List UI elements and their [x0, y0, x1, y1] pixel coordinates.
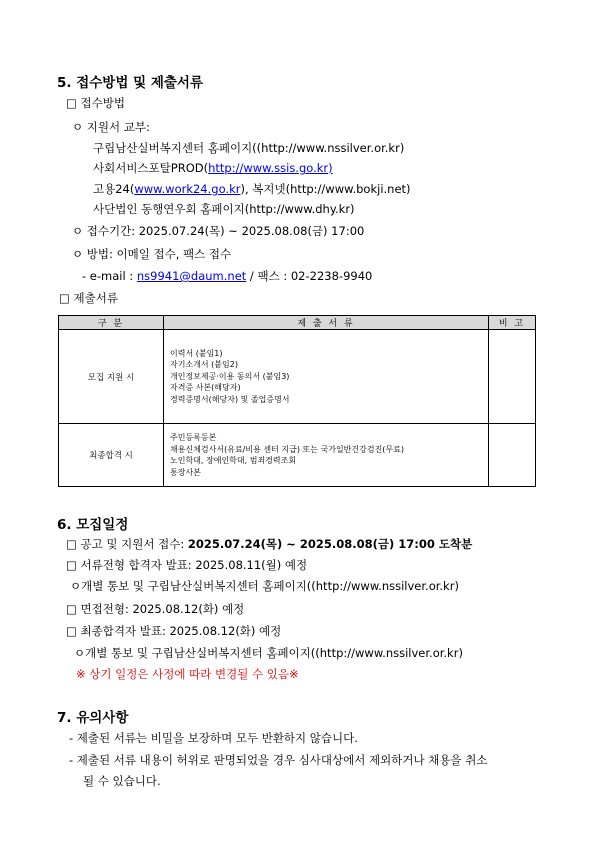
doc-item: 주민등록등본	[170, 433, 217, 442]
doc-item: 채용신체검사서(유료/비용 센터 지급) 또는 국가일반건강검진(무료)	[170, 444, 405, 454]
table-row	[59, 330, 536, 424]
doc-item: 이력서 (붙임1)	[170, 348, 223, 358]
email-link[interactable]: ns9941@daum.net	[136, 269, 247, 283]
email-fax-line: - e-mail : ns9941@daum.net / 팩스 : 02-2238-9940	[82, 269, 373, 283]
schedule-line-4: □ 면접전형: 2025.08.12(화) 예정	[66, 602, 245, 616]
docs-table	[58, 315, 536, 487]
row-docs	[164, 330, 489, 424]
table-header-row	[59, 316, 536, 330]
method-heading: □ 접수방법	[66, 96, 125, 110]
schedule-warning: ※ 상기 일정은 사정에 따라 변경될 수 있음※	[76, 667, 299, 681]
doc-item: 경력증명서(해당자) 및 졸업증명서	[170, 394, 290, 404]
schedule-line-2: □ 서류전형 합격자 발표: 2025.08.11(월) 예정	[66, 558, 308, 572]
way-line: ㅇ 방법: 이메일 접수, 팩스 접수	[72, 247, 232, 261]
doc-item: 통장사본	[170, 467, 201, 477]
schedule-line-6: ㅇ개별 통보 및 구립남산실버복지센터 홈페이지((http://www.nssilver.or.kr)	[74, 646, 463, 660]
row-category: 모집 지원 시	[59, 330, 164, 424]
caution-line-1: - 제출된 서류는 비밀을 보장하며 모두 반환하지 않습니다.	[69, 731, 358, 745]
section-6-title: 6. 모집일정	[57, 517, 129, 533]
section-7-title: 7. 유의사항	[57, 710, 129, 726]
schedule-line-3: ㅇ개별 통보 및 구립남산실버복지센터 홈페이지((http://www.nssilver.or.kr)	[70, 579, 459, 593]
section-5-title: 5. 접수방법 및 제출서류	[57, 75, 203, 91]
site-line-3: 고용24(www.work24.go.kr), 복지넷(http://www.bokji.net)	[93, 182, 411, 196]
site-line-4: 사단법인 동행연우회 홈페이지(http://www.dhy.kr)	[93, 202, 355, 216]
schedule-line-1: □ 공고 및 지원서 접수: 2025.07.24(목) ~ 2025.08.08(금) 17:00 도착분	[66, 537, 473, 551]
col-docs: 제 출 서 류	[164, 316, 489, 330]
site-line-1: 구립남산실버복지센터 홈페이지((http://www.nssilver.or.kr)	[93, 141, 405, 155]
caution-line-2: - 제출된 서류 내용이 허위로 판명되었을 경우 심사대상에서 제외하거나 채용을 취소	[69, 753, 488, 767]
col-note: 비 고	[489, 316, 536, 330]
period-line: ㅇ 접수기간: 2025.07.24(목) ~ 2025.08.08(금) 17:00	[72, 224, 365, 238]
row-note	[489, 424, 536, 487]
doc-item: 개인정보제공·이용 동의서 (붙임3)	[170, 371, 290, 381]
work24-link[interactable]: www.work24.go.kr	[134, 182, 241, 196]
col-category: 구 분	[59, 316, 164, 330]
table-row	[59, 424, 536, 487]
doc-item: 노인학대, 장애인학대, 범죄경력조회	[170, 456, 297, 465]
site-line-2: 사회서비스포탈PROD(http://www.ssis.go.kr)	[93, 161, 333, 175]
schedule-line-5: □ 최종합격자 발표: 2025.08.12(화) 예정	[66, 624, 282, 638]
caution-line-3: 될 수 있습니다.	[83, 774, 161, 788]
doc-item: 자격증 사본(해당자)	[170, 383, 241, 393]
apply-form-label: ㅇ 지원서 교부:	[72, 120, 150, 134]
doc-item: 자기소개서 (붙임2)	[170, 360, 238, 370]
row-category: 최종합격 시	[59, 424, 164, 487]
docs-heading: □ 제출서류	[59, 291, 118, 305]
row-note	[489, 330, 536, 424]
ssis-link[interactable]: http://www.ssis.go.kr)	[208, 161, 333, 175]
row-docs	[164, 424, 489, 487]
